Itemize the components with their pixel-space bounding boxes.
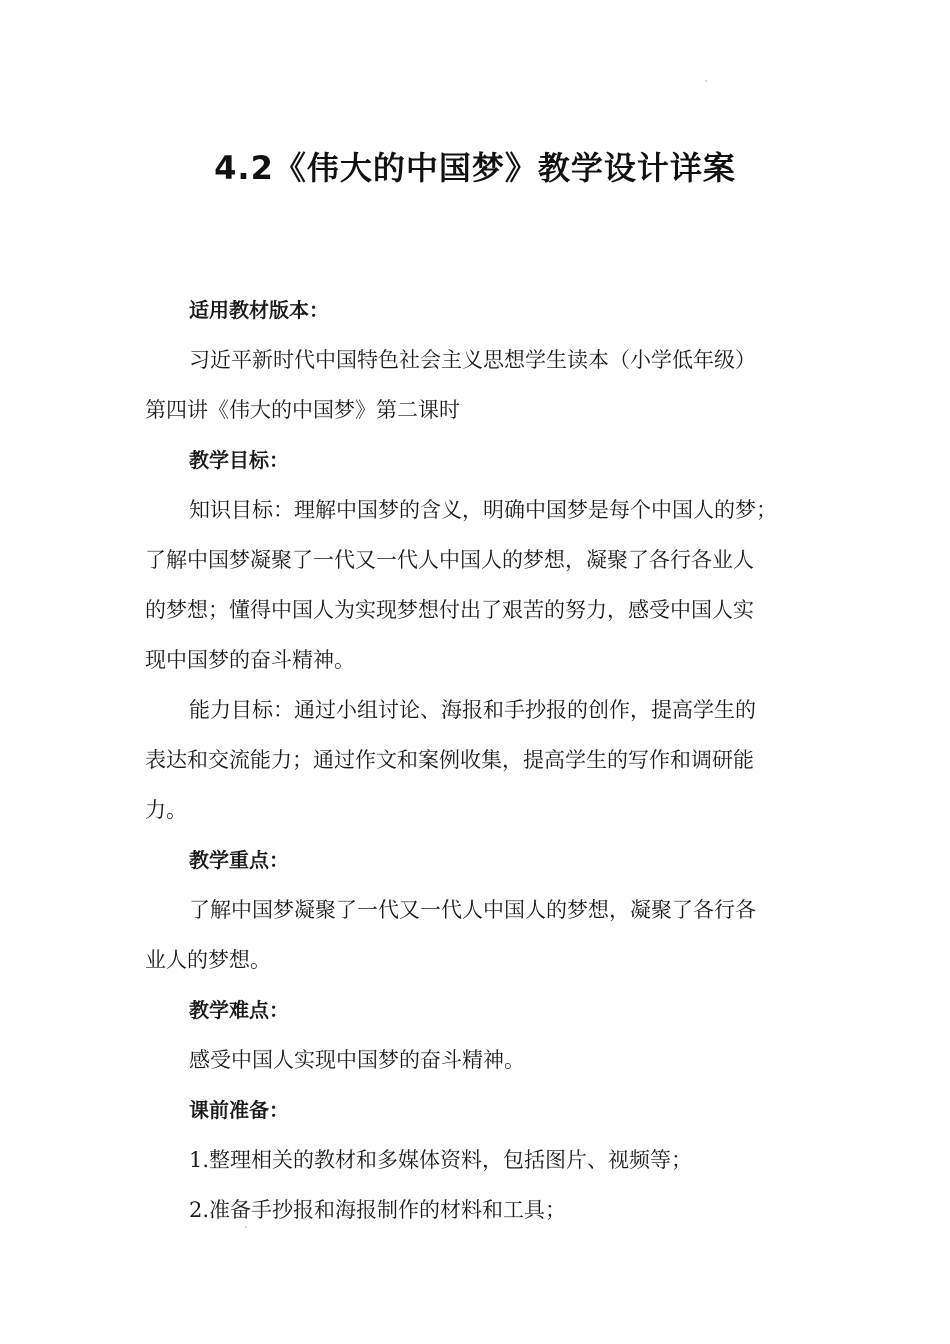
paragraph-line: 感受中国人实现中国梦的奋斗精神。 [189,1048,525,1072]
section-heading-textbook-version: 适用教材版本： [189,298,329,322]
section-heading-key-points: 教学重点： [189,848,289,872]
paragraph-line: 表达和交流能力；通过作文和案例收集，提高学生的写作和调研能 [145,748,754,772]
section-heading-preparation: 课前准备： [189,1098,289,1122]
paragraph-line: 了解中国梦凝聚了一代又一代人中国人的梦想，凝聚了各行各业人 [145,548,754,572]
list-item: 1.整理相关的教材和多媒体资料，包括图片、视频等； [189,1148,693,1172]
paragraph-line: 的梦想；懂得中国人为实现梦想付出了艰苦的努力，感受中国人实 [145,598,754,622]
document-body [145,285,825,1235]
list-item: 2.准备手抄报和海报制作的材料和工具； [189,1198,567,1222]
paragraph-line: 能力目标：通过小组讨论、海报和手抄报的创作，提高学生的 [189,698,756,722]
paragraph-line: 知识目标：理解中国梦的含义，明确中国梦是每个中国人的梦； [189,498,777,522]
paragraph-line: 现中国梦的奋斗精神。 [145,648,355,672]
paragraph-line: 了解中国梦凝聚了一代又一代人中国人的梦想，凝聚了各行各 [189,898,756,922]
paragraph-line: 业人的梦想。 [145,948,271,972]
paragraph-line: 习近平新时代中国特色社会主义思想学生读本（小学低年级） [189,348,756,372]
section-heading-teaching-goals: 教学目标： [189,448,289,472]
paragraph-line: 第四讲《伟大的中国梦》第二课时 [145,398,460,422]
paragraph-line: 力。 [145,798,187,822]
document-title: 4.2《伟大的中国梦》教学设计详案 [214,149,736,187]
scan-speck [705,80,707,82]
section-heading-difficulties: 教学难点： [189,998,289,1022]
